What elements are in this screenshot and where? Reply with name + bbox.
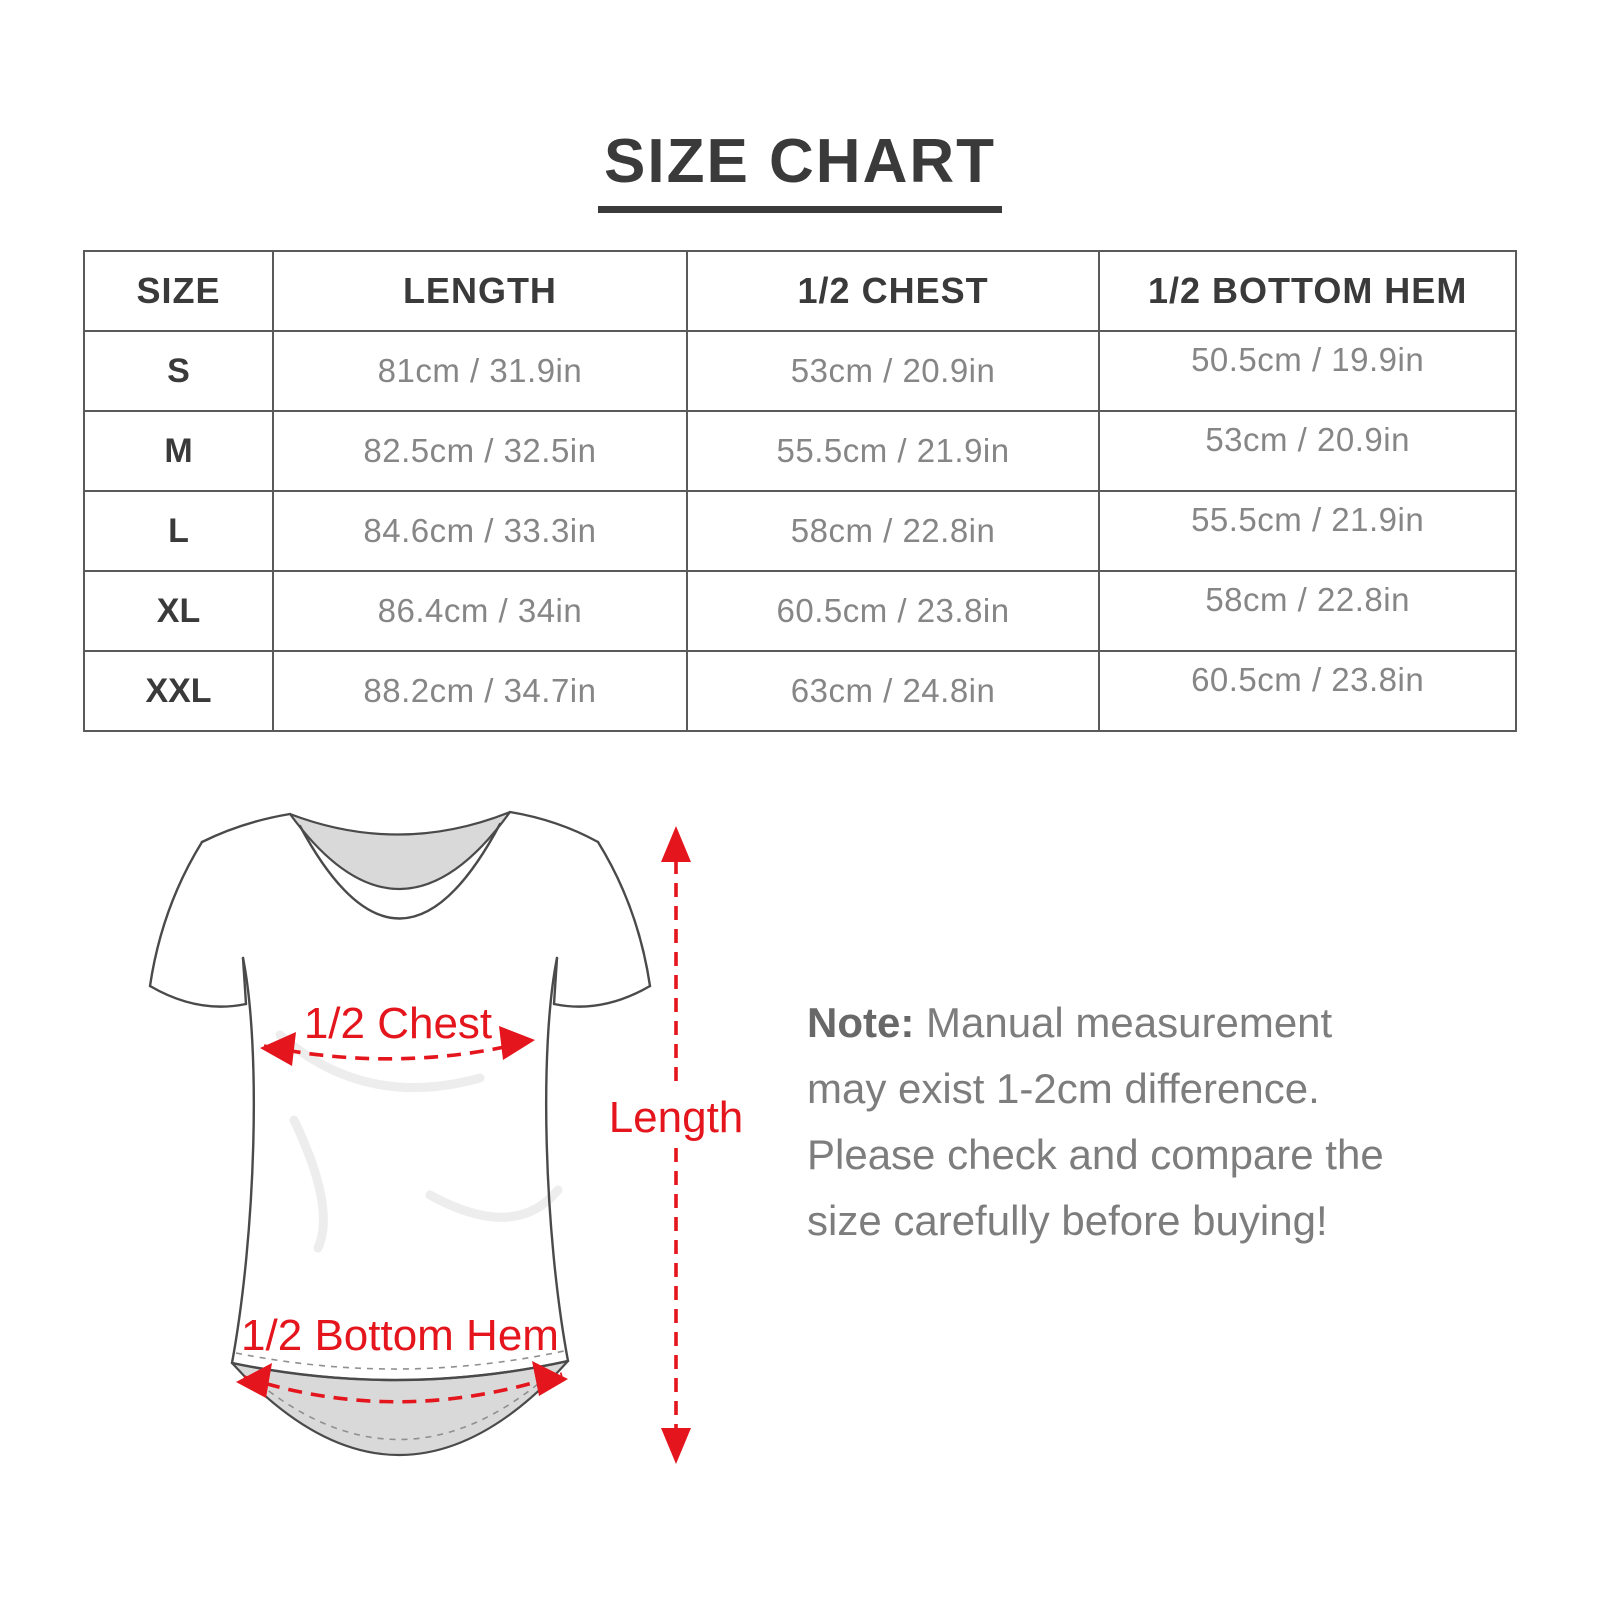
col-header-chest: 1/2 CHEST <box>687 251 1099 331</box>
shoulder-right <box>510 812 598 842</box>
hem-value <box>1099 651 1516 731</box>
table-row-m <box>84 411 1516 491</box>
hem-value-text: 58cm / 22.8in <box>1205 581 1410 618</box>
col-header-length: LENGTH <box>273 251 687 331</box>
size-label: L <box>84 491 273 571</box>
collar-back-panel <box>290 812 510 889</box>
size-label: XL <box>84 571 273 651</box>
table-header-row <box>84 251 1516 331</box>
length-value: 81cm / 31.9in <box>273 331 687 411</box>
page-title: SIZE CHART <box>598 126 1002 213</box>
page-title-wrap <box>0 126 1600 213</box>
hem-value <box>1099 491 1516 571</box>
col-header-size: SIZE <box>84 251 273 331</box>
hem-back-panel <box>232 1361 568 1455</box>
chest-value: 55.5cm / 21.9in <box>687 411 1099 491</box>
size-label: M <box>84 411 273 491</box>
length-measure-arrow <box>609 826 744 1464</box>
tshirt-measurement-diagram <box>130 780 810 1480</box>
length-label: Length <box>608 1093 744 1142</box>
shoulder-left <box>202 814 290 842</box>
size-chart-table <box>83 250 1517 732</box>
arrowhead-down-icon <box>661 1428 691 1464</box>
hem-value-text: 50.5cm / 19.9in <box>1191 341 1425 378</box>
table-row-xxl <box>84 651 1516 731</box>
sleeve-right <box>554 842 650 1007</box>
size-label: XXL <box>84 651 273 731</box>
hem-value <box>1099 571 1516 651</box>
hem-value-text: 55.5cm / 21.9in <box>1191 501 1425 538</box>
hem-value <box>1099 331 1516 411</box>
length-value: 88.2cm / 34.7in <box>273 651 687 731</box>
table-row-l <box>84 491 1516 571</box>
note-text: Manual measurement may exist 1-2cm difference. Please check and compare the size carefully before buying! <box>807 999 1384 1244</box>
chest-value: 60.5cm / 23.8in <box>687 571 1099 651</box>
length-value: 84.6cm / 33.3in <box>273 491 687 571</box>
body-side-right <box>546 958 568 1361</box>
note-label: Note: <box>807 999 915 1046</box>
body-side-left <box>232 958 254 1363</box>
chest-value: 53cm / 20.9in <box>687 331 1099 411</box>
hem-label: 1/2 Bottom Hem <box>241 1311 559 1360</box>
hem-value-text: 53cm / 20.9in <box>1205 421 1410 458</box>
chest-label: 1/2 Chest <box>303 999 493 1048</box>
size-label: S <box>84 331 273 411</box>
length-value: 82.5cm / 32.5in <box>273 411 687 491</box>
shirt-wrinkles <box>280 1035 558 1248</box>
arrowhead-up-icon <box>661 826 691 862</box>
hem-value <box>1099 411 1516 491</box>
chest-value: 58cm / 22.8in <box>687 491 1099 571</box>
arrowhead-right-icon <box>499 1026 535 1060</box>
col-header-hem: 1/2 BOTTOM HEM <box>1099 251 1516 331</box>
table-row-s <box>84 331 1516 411</box>
chest-value: 63cm / 24.8in <box>687 651 1099 731</box>
table-row-xl <box>84 571 1516 651</box>
measurement-note <box>807 990 1407 1254</box>
length-value: 86.4cm / 34in <box>273 571 687 651</box>
hem-value-text: 60.5cm / 23.8in <box>1191 661 1425 698</box>
sleeve-left <box>150 842 246 1007</box>
